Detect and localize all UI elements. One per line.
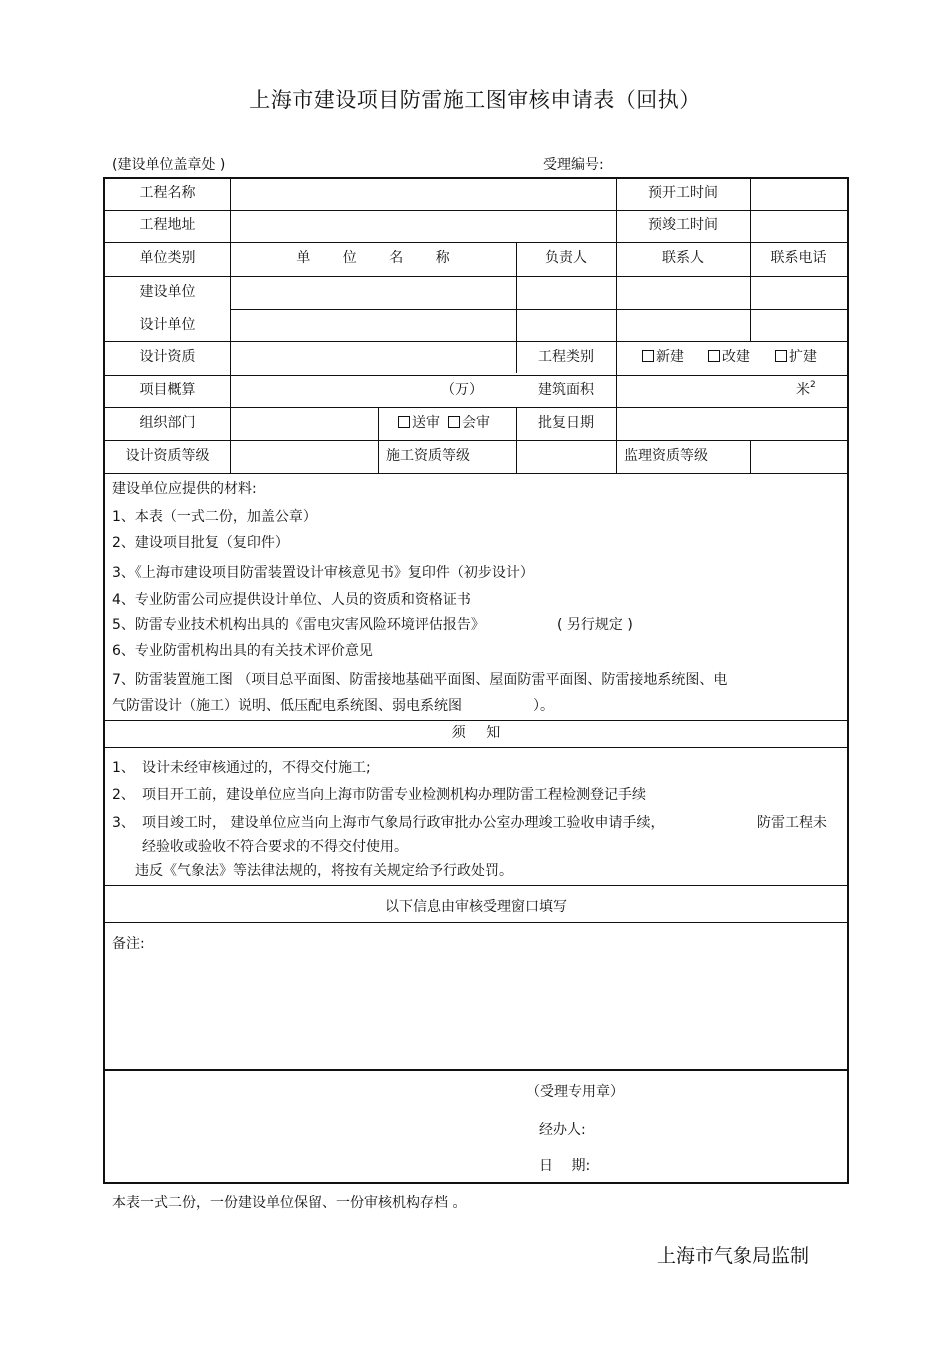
checkbox-icon [708,350,720,362]
notice-item: 项目竣工时， 建设单位应当向上海市气象局行政审批办公室办理竣工验收申请手续， [142,815,665,831]
checkbox-expand[interactable]: 扩建 [775,348,817,366]
label-design-unit: 设计单位 [139,317,196,333]
issuer: 上海市气象局监制 [657,1245,810,1267]
acceptance-stamp-label: （受理专用章） [526,1084,624,1100]
footer-note: 本表一式二份，一份建设单位保留、一份审核机构存档 。 [112,1195,467,1211]
label-budget: 项目概算 [139,382,196,398]
page-title: 上海市建设项目防雷施工图审核申请表（回执） [249,88,701,112]
label-org-dept: 组织部门 [139,415,196,431]
area-unit: 米$^2$ [796,380,816,398]
date-label: 日 期: [539,1158,591,1174]
label-planned-completion: 预竣工时间 [648,217,718,233]
notice-item: 项目开工前，建设单位应当向上海市防雷专业检测机构办理防雷工程检测登记手续 [142,787,646,803]
label-building-area: 建筑面积 [538,382,594,398]
checkbox-new[interactable]: 新建 [642,348,684,366]
label-design-grade: 设计资质等级 [125,448,210,464]
label-unit-category: 单位类别 [139,250,196,266]
accept-number-label: 受理编号: [543,157,604,173]
label-planned-start: 预开工时间 [648,185,718,201]
notice-heading: 须 知 [451,725,501,741]
material-item: 7、防雷装置施工图 （项目总平面图、防雷接地基础平面图、屋面防雷平面图、防雷接地系统图、电 [112,672,728,688]
label-project-name: 工程名称 [139,185,196,201]
label-project-address: 工程地址 [139,217,196,233]
notice-item: 设计未经审核通过的，不得交付施工; [142,760,371,776]
budget-unit: （万） [441,382,483,398]
material-item: 6、专业防雷机构出具的有关技术评价意见 [112,643,373,659]
notice-item-3-right: 防雷工程未 [757,815,827,831]
label-contact-phone: 联系电话 [770,250,827,266]
label-person-in-charge: 负责人 [545,250,587,266]
notice-item: 违反《气象法》等法律法规的，将按有关规定给予行政处罚。 [135,863,513,879]
checkbox-joint-review[interactable]: 会审 [448,414,490,432]
notice-number: 1、 [112,760,135,776]
material-item-7-cont: 气防雷设计（施工）说明、低压配电系统图、弱电系统图 [112,698,462,714]
remarks-label: 备注: [112,936,145,952]
materials-heading: 建设单位应提供的材料: [112,481,257,497]
application-form [103,177,849,1184]
material-item: 1、本表（一式二份，加盖公章） [112,509,317,525]
notice-number: 3、 [112,815,135,831]
checkbox-icon [642,350,654,362]
material-item-5-note: ( 另行规定 ) [557,617,633,633]
window-heading: 以下信息由审核受理窗口填写 [385,899,567,915]
checkbox-send-review[interactable]: 送审 [398,414,440,432]
notice-number: 2、 [112,787,135,803]
checkbox-icon [775,350,787,362]
checkbox-icon [448,416,460,428]
material-item: 5、防雷专业技术机构出具的《雷电灾害风险环境评估报告》 [112,617,485,633]
label-project-type: 工程类别 [538,349,594,365]
material-item: 2、建设项目批复（复印件） [112,535,289,551]
handler-label: 经办人: [539,1122,586,1138]
label-construction-unit: 建设单位 [139,284,196,300]
notice-item-3-cont: 经验收或验收不符合要求的不得交付使用。 [142,839,408,855]
label-approval-date: 批复日期 [538,415,594,431]
label-supervision-grade: 监理资质等级 [624,448,708,464]
material-item: 3、《上海市建设项目防雷装置设计审核意见书》复印件（初步设计） [112,565,534,581]
seal-note: (建设单位盖章处 ) [112,157,226,173]
label-design-qualification: 设计资质 [139,349,196,365]
label-contact-person: 联系人 [662,250,704,266]
material-item-7-end: ）。 [533,698,554,714]
material-item: 4、专业防雷公司应提供设计单位、人员的资质和资格证书 [112,592,471,608]
checkbox-icon [398,416,410,428]
label-unit-name: 单 位 名 称 [296,250,450,266]
label-construction-grade: 施工资质等级 [386,448,470,464]
checkbox-rebuild[interactable]: 改建 [708,348,750,366]
